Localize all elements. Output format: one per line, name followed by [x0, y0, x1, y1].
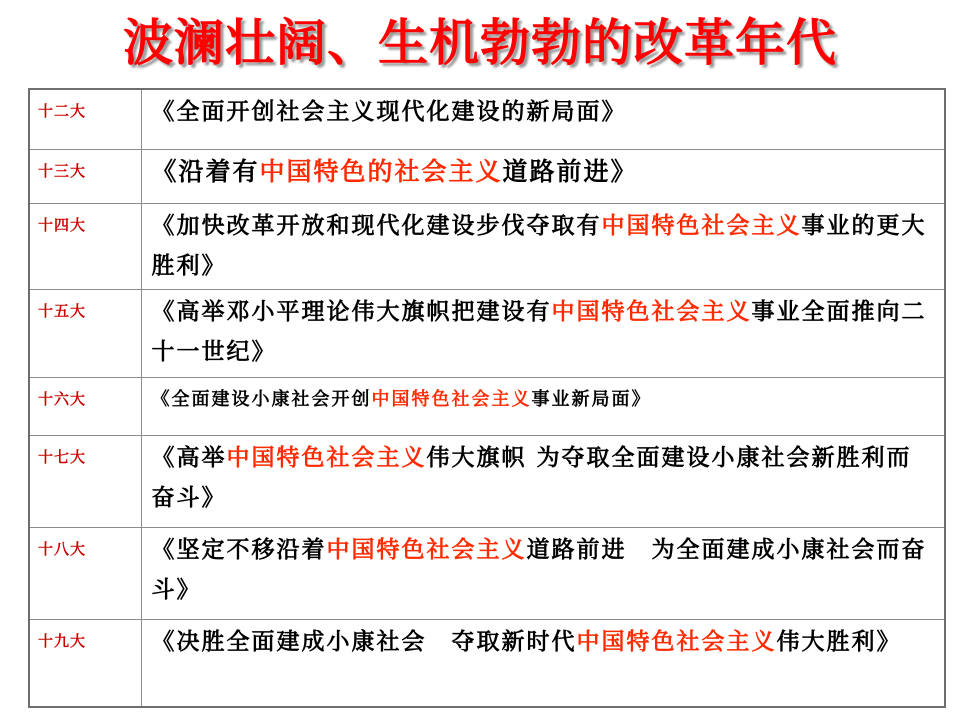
report-text-segment: 《沿着有 [151, 156, 260, 186]
report-text-segment: 《决胜全面建成小康社会 夺取新时代 [151, 628, 577, 655]
report-title [142, 290, 945, 372]
report-title [142, 620, 945, 662]
table-row [29, 377, 945, 435]
report-title [142, 528, 945, 610]
report-text-segment: 《全面建设小康社会开创 [151, 388, 372, 410]
report-text-segment: 事业全面推向二十一世纪》 [151, 298, 927, 365]
table-row [29, 89, 945, 149]
report-text-segment: 《高举 [151, 444, 227, 471]
session-cell: 十六大 [29, 377, 141, 435]
report-text-segment: 《加快改革开放和现代化建设步伐夺取有 [151, 212, 602, 239]
congress-reports-table [28, 88, 946, 708]
session-cell: 十二大 [29, 89, 141, 149]
highlight-text: 中国特色社会主义 [601, 212, 802, 239]
table-row [29, 289, 945, 377]
highlight-text: 中国特色社会主义 [551, 298, 752, 325]
report-text-segment: 伟大旗帜 为夺取全面建设小康社会新胜利而奋斗》 [151, 444, 912, 511]
session-cell: 十五大 [29, 289, 141, 377]
table-row [29, 149, 945, 203]
table-body [29, 89, 945, 707]
page-title: 波澜壮阔、生机勃勃的改革年代 [123, 14, 837, 72]
report-text-segment: 道路前进 为全面建成小康社会而奋斗》 [151, 536, 927, 603]
report-cell [141, 289, 945, 377]
report-text-segment: 事业的更大胜利》 [151, 212, 927, 279]
table-row [29, 203, 945, 289]
highlight-text: 中国特色社会主义 [371, 388, 532, 410]
session-cell: 十九大 [29, 619, 141, 707]
report-cell [141, 435, 945, 527]
report-text-segment: 事业新局面》 [531, 388, 652, 410]
session-cell: 十三大 [29, 149, 141, 203]
report-text-segment: 伟大胜利》 [776, 628, 902, 655]
report-title [142, 204, 945, 286]
report-title [142, 150, 945, 192]
report-text-segment: 《坚定不移沿着 [151, 536, 327, 563]
report-text-segment: 道路前进》 [502, 156, 638, 186]
report-title [142, 90, 945, 132]
session-cell: 十八大 [29, 527, 141, 619]
report-cell [141, 203, 945, 289]
report-cell [141, 89, 945, 149]
report-cell [141, 377, 945, 435]
highlight-text: 中国特色社会主义 [226, 444, 427, 471]
report-title [142, 436, 945, 518]
report-title [142, 378, 945, 420]
table-row [29, 619, 945, 707]
highlight-text: 中国特色社会主义 [576, 628, 777, 655]
highlight-text: 中国特色社会主义 [326, 536, 527, 563]
table-row [29, 435, 945, 527]
session-cell: 十七大 [29, 435, 141, 527]
report-cell [141, 527, 945, 619]
report-text-segment: 《高举邓小平理论伟大旗帜把建设有 [151, 298, 552, 325]
highlight-text: 中国特色的社会主义 [259, 156, 503, 186]
session-cell: 十四大 [29, 203, 141, 289]
report-text-segment: 《全面开创社会主义现代化建设的新局面》 [151, 99, 627, 125]
table-row [29, 527, 945, 619]
report-cell [141, 619, 945, 707]
report-cell [141, 149, 945, 203]
